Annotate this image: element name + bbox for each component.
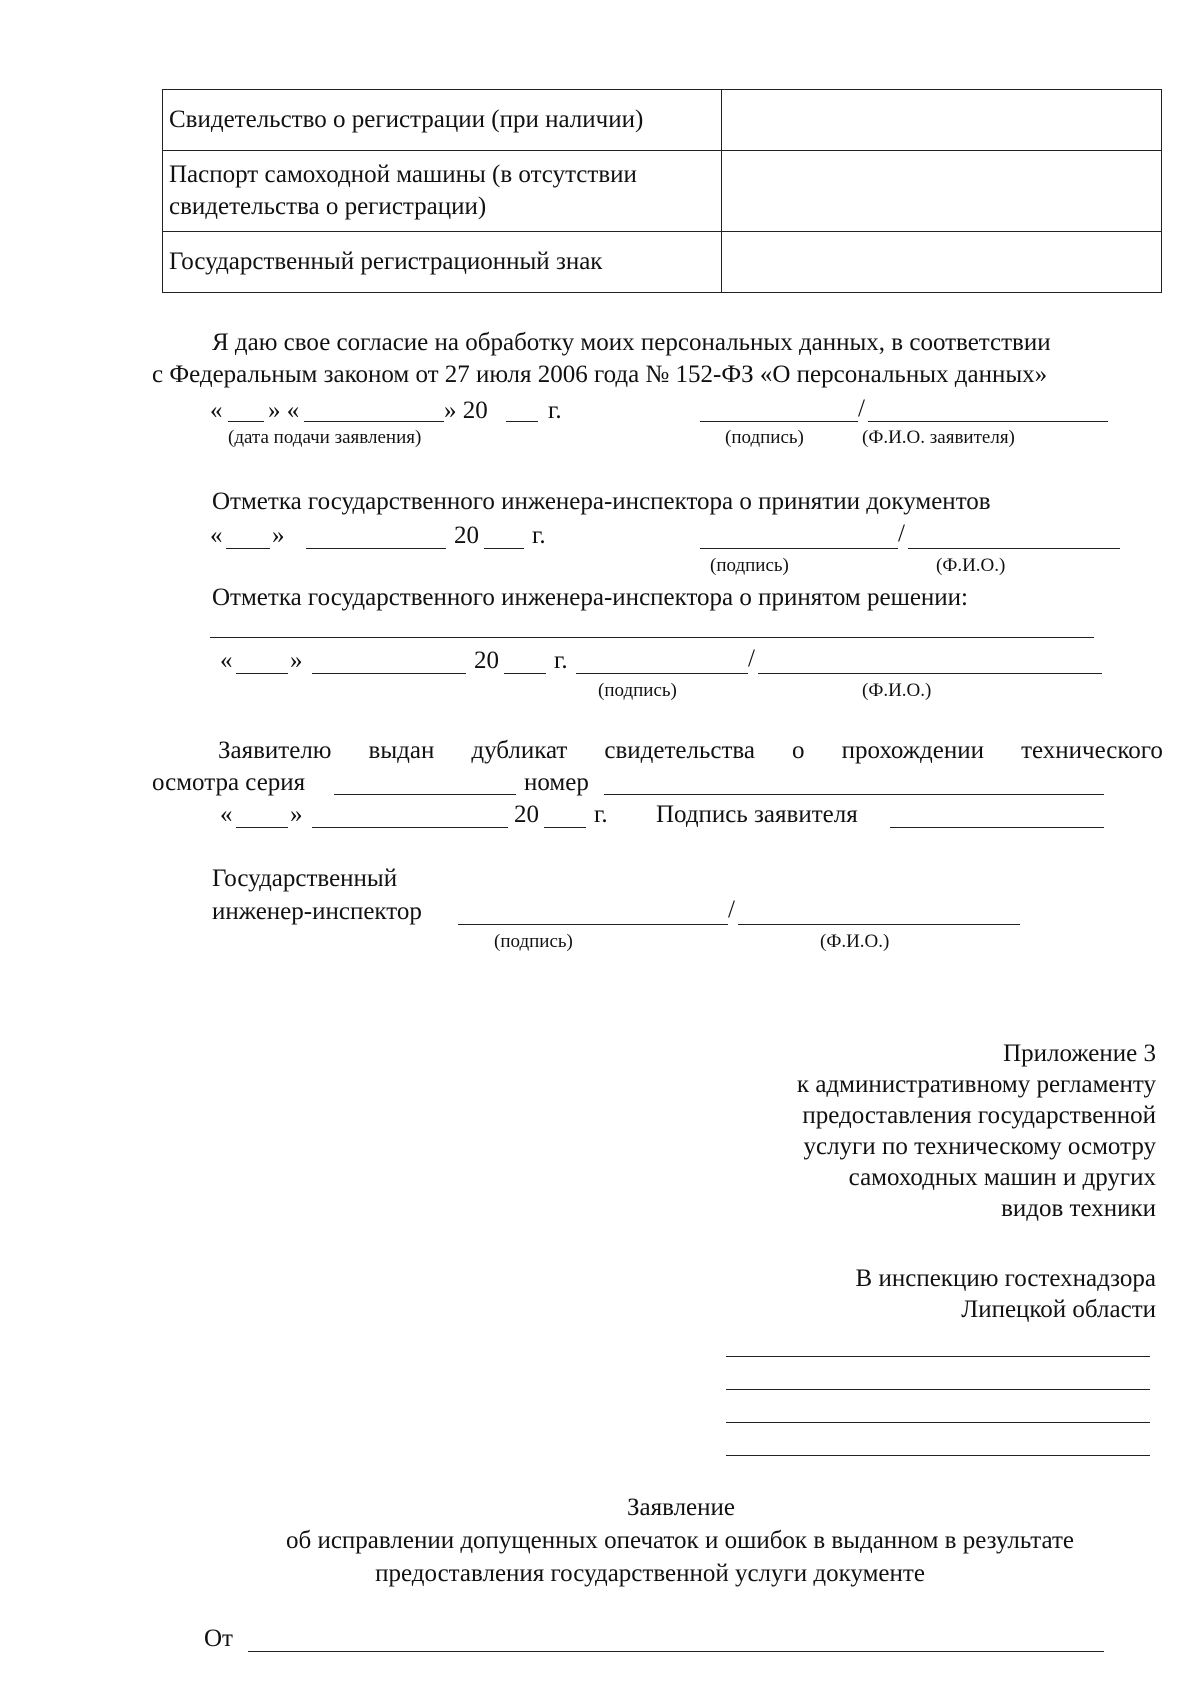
applicant-info-line [726, 1356, 1150, 1357]
acceptance-caption-fio: (Ф.И.О.) [936, 555, 1006, 576]
decision-title: Отметка государственного инженера-инспектора о принятом решении: [212, 584, 968, 611]
from-blank-line [248, 1651, 1104, 1652]
addressee-block [856, 1263, 1156, 1325]
table-cell-value [722, 232, 1162, 293]
from-label: От [204, 1625, 233, 1652]
appendix-line: самоходных машин и других [848, 1164, 1156, 1191]
applicant-info-line [726, 1389, 1150, 1390]
inspector-fio-line [738, 924, 1020, 925]
duplicate-signature-blank [890, 827, 1104, 828]
duplicate-number-label: номер [524, 769, 589, 796]
month-blank [304, 421, 444, 422]
table-row [163, 232, 1162, 293]
duplicate-number-blank [604, 794, 1104, 795]
duplicate-word: выдан [368, 737, 435, 764]
acceptance-title: Отметка государственного инженера-инспектора о принятии документов [212, 488, 991, 515]
decision-caption-fio: (Ф.И.О.) [862, 680, 932, 701]
row-label: свидетельства о регистрации) [169, 193, 487, 220]
table-cell-label [163, 151, 722, 232]
acceptance-year-blank [484, 548, 524, 549]
appendix-block [797, 1038, 1156, 1224]
duplicate-year: 20 [514, 801, 539, 828]
duplicate-word: о [792, 737, 805, 764]
decision-quote-open: « [220, 647, 233, 674]
statement-subtitle-2: предоставления государственной услуги документе [375, 1560, 925, 1587]
decision-day-blank [236, 673, 288, 674]
acceptance-signature-line [700, 548, 898, 549]
duplicate-series-label: осмотра серия [152, 769, 306, 796]
acceptance-fio-line [908, 548, 1120, 549]
acceptance-year-suffix: г. [532, 522, 546, 549]
inspector-line-2: инженер-инспектор [212, 898, 422, 925]
duplicate-word: Заявителю [218, 737, 332, 764]
duplicate-signature-label: Подпись заявителя [656, 801, 858, 828]
duplicate-word: прохождении [841, 737, 985, 764]
appendix-line: к административному регламенту [796, 1071, 1156, 1098]
consent-line-1: Я даю свое согласие на обработку моих персональных данных, в соответствии [212, 329, 1051, 356]
table-cell-value [722, 90, 1162, 151]
consent-fio-line [868, 421, 1108, 422]
duplicate-year-blank [544, 827, 586, 828]
appendix-line: услуги по техническому осмотру [803, 1133, 1156, 1160]
consent-date-open: « [210, 397, 223, 424]
duplicate-quote-close: » [290, 801, 303, 828]
row-label: Государственный регистрационный знак [169, 248, 603, 275]
consent-date-mid: » « [268, 397, 300, 424]
table-cell-label [163, 232, 722, 293]
acceptance-slash: / [898, 520, 905, 547]
inspector-caption-signature: (подпись) [494, 931, 573, 952]
duplicate-word: свидетельства [604, 737, 755, 764]
decision-year: 20 [474, 647, 499, 674]
acceptance-day-blank [226, 548, 270, 549]
acceptance-year: 20 [454, 522, 479, 549]
table-cell-label [163, 90, 722, 151]
decision-quote-close: » [290, 647, 303, 674]
appendix-line: предоставления государственной [802, 1102, 1156, 1129]
caption-date: (дата подачи заявления) [228, 427, 422, 448]
decision-month-blank [312, 673, 466, 674]
duplicate-word: технического [1021, 737, 1163, 764]
decision-blank-line [210, 637, 1094, 638]
day-blank [228, 421, 264, 422]
decision-caption-signature: (подпись) [598, 680, 677, 701]
year-blank [506, 421, 538, 422]
appendix-line: Приложение 3 [1003, 1040, 1156, 1067]
caption-signature: (подпись) [725, 427, 804, 448]
consent-slash: / [858, 395, 865, 422]
consent-line-2: с Федеральным законом от 27 июля 2006 года № 152-ФЗ «О персональных данных» [152, 361, 1048, 388]
duplicate-year-suffix: г. [594, 801, 608, 828]
inspector-slash: / [728, 896, 735, 923]
table-cell-value [722, 151, 1162, 232]
duplicate-month-blank [312, 827, 508, 828]
duplicate-line-1 [218, 736, 1163, 766]
acceptance-quote-open: « [210, 522, 223, 549]
inspector-signature-line [458, 924, 728, 925]
decision-year-suffix: г. [554, 647, 568, 674]
consent-signature-line [700, 421, 858, 422]
applicant-info-line [726, 1455, 1150, 1456]
inspector-line-1: Государственный [212, 865, 398, 892]
statement-title: Заявление [626, 1494, 736, 1521]
applicant-info-line [726, 1422, 1150, 1423]
vehicle-documents-table [162, 89, 1162, 293]
consent-year-suffix: г. [548, 397, 562, 424]
acceptance-quote-close: » [272, 522, 285, 549]
row-label: Свидетельство о регистрации (при наличии) [169, 106, 644, 133]
decision-year-blank [504, 673, 546, 674]
inspector-caption-fio: (Ф.И.О.) [820, 931, 890, 952]
statement-subtitle-1: об исправлении допущенных опечаток и ошибок в выданном в результате [285, 1527, 1074, 1554]
row-label: Паспорт самоходной машины (в отсутствии [169, 161, 637, 188]
addressee-line: В инспекцию гостехнадзора [855, 1265, 1156, 1292]
acceptance-month-blank [306, 548, 446, 549]
table-row [163, 151, 1162, 232]
duplicate-word: дубликат [471, 737, 568, 764]
duplicate-day-blank [236, 827, 288, 828]
acceptance-caption-signature: (подпись) [710, 555, 789, 576]
duplicate-quote-open: « [220, 801, 233, 828]
caption-fio: (Ф.И.О. заявителя) [862, 427, 1015, 448]
consent-date-close: » 20 [444, 397, 488, 424]
table-row [163, 90, 1162, 151]
decision-signature-line [576, 673, 748, 674]
appendix-line: видов техники [1001, 1195, 1156, 1222]
duplicate-series-blank [334, 794, 516, 795]
decision-slash: / [748, 645, 755, 672]
decision-fio-line [758, 673, 1102, 674]
addressee-line: Липецкой области [961, 1296, 1156, 1323]
